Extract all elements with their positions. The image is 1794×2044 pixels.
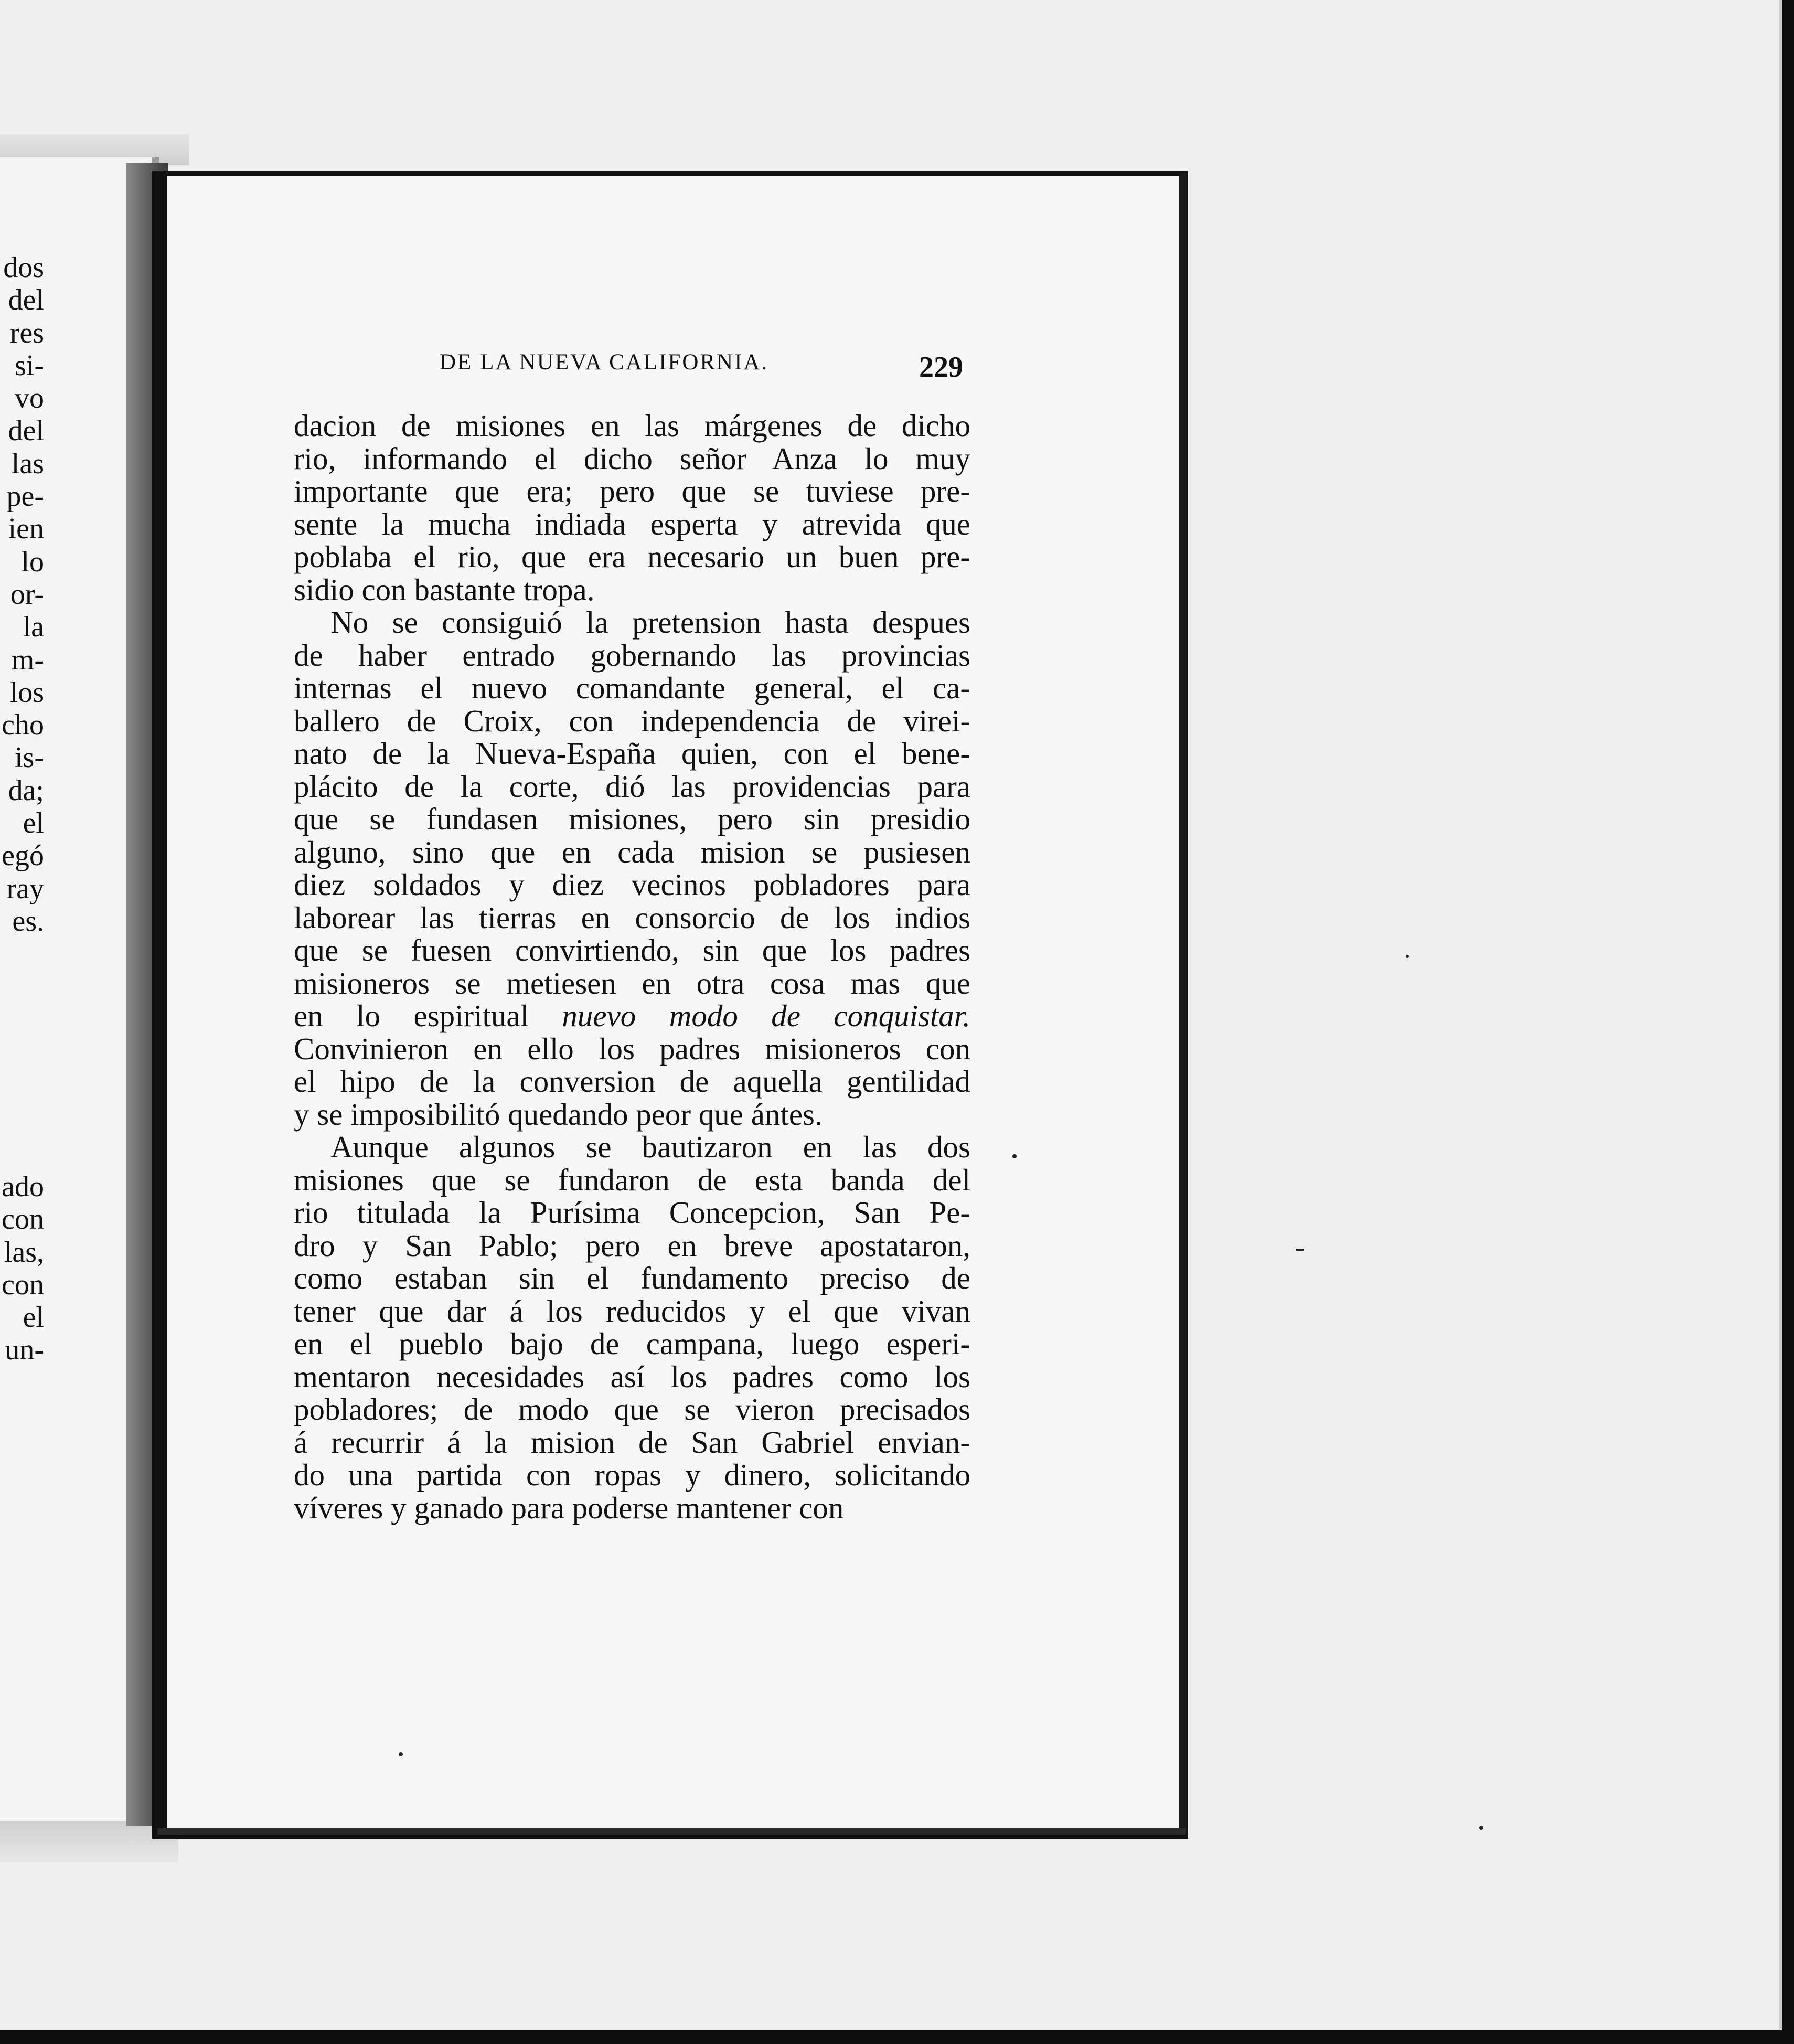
scan-border-right (1782, 0, 1794, 2044)
text-line: el hipo de la conversion de aquella gentilidad (294, 1064, 970, 1099)
text-line: tener que dar á los reducidos y el que vivan (294, 1293, 970, 1328)
left-page-fragment-line: con (2, 1268, 44, 1301)
text-line-prefix: en lo espiritual (294, 998, 562, 1033)
text-line: rio, informando el dicho señor Anza lo muy (294, 441, 970, 476)
dust-speck (1406, 955, 1409, 958)
text-line-italic (294, 999, 970, 1032)
left-page-fragment-line: el (23, 807, 44, 840)
page-edge-bottom (157, 1828, 1186, 1835)
left-page-fragment-line: con (2, 1203, 44, 1236)
left-page-fragment-line: es. (12, 904, 44, 938)
text-line: y se imposibilitó quedando peor que ántes. (294, 1096, 823, 1132)
left-page-fragment-line: del (8, 414, 44, 448)
text-line: que se fuesen convirtiendo, sin que los padres (294, 933, 970, 967)
running-head: DE LA NUEVA CALIFORNIA. (440, 350, 769, 375)
paragraph (294, 1131, 970, 1524)
left-page-fragment-line: egó (2, 839, 44, 872)
text-line: rio titulada la Purísima Concepcion, San Pe- (294, 1195, 970, 1230)
left-page-fragment-line: m- (11, 643, 44, 676)
text-line: mentaron necesidades así los padres como los (294, 1359, 970, 1394)
text-line: en el pueblo bajo de campana, luego esperi- (294, 1326, 970, 1361)
left-page-fragment-line: el (23, 1301, 44, 1334)
text-line: do una partida con ropas y dinero, solicitando (294, 1457, 970, 1492)
text-line: internas el nuevo comandante general, el ca- (294, 670, 970, 705)
paragraph (294, 606, 970, 1131)
text-line: No se consiguió la pretension hasta despues (330, 605, 970, 640)
text-line: misioneros se metiesen en otra cosa mas que (294, 965, 970, 1000)
left-page-fragment-line: las, (4, 1236, 44, 1269)
text-line: pobladores; de modo que se vieron precisados (294, 1392, 970, 1426)
text-line: poblaba el rio, que era necesario un buen pre- (294, 539, 970, 574)
left-page-fragment-line: lo (21, 545, 44, 578)
text-line: á recurrir á la mision de San Gabriel envian- (294, 1424, 970, 1460)
left-page-fragment-line: ado (2, 1170, 44, 1203)
dust-speck (1012, 1154, 1017, 1158)
left-page-fragment-line: del (8, 284, 44, 317)
text-line: víveres y ganado para poderse mantener con (294, 1490, 844, 1525)
left-page-fragment-line: or- (10, 578, 44, 611)
text-line: Aunque algunos se bautizaron en las dos (330, 1130, 970, 1164)
dust-speck (1479, 1826, 1483, 1830)
left-page-fragment-line: is- (15, 741, 44, 774)
left-page-fragment-line: cho (2, 709, 44, 742)
left-page-fragment-line: los (9, 676, 44, 709)
page-edge-right (1179, 173, 1187, 1831)
text-line: como estaban sin el fundamento preciso de (294, 1261, 970, 1295)
text-line: que se fundasen misiones, pero sin presidio (294, 802, 970, 836)
text-line: plácito de la corte, dió las providencias para (294, 769, 970, 804)
left-page-fragment-line: ien (8, 513, 44, 546)
body-text (294, 409, 970, 1524)
text-line: alguno, sino que en cada mision se pusiesen (294, 834, 970, 869)
text-line: ballero de Croix, con independencia de virei- (294, 703, 970, 738)
scan-border-bottom (0, 2030, 1794, 2044)
text-line: dro y San Pablo; pero en breve apostataron, (294, 1228, 970, 1263)
left-page-fragment-line: si- (15, 349, 44, 382)
dust-speck (399, 1752, 403, 1756)
left-page-fragment-line: res (9, 316, 44, 349)
text-line: Convinieron en ello los padres misioneros con (294, 1031, 970, 1066)
text-line: laborear las tierras en consorcio de los indios (294, 900, 970, 935)
left-page-fragment-line: dos (3, 251, 44, 284)
left-page-fragment-line: las (11, 447, 44, 480)
left-page-fragment-line: vo (15, 382, 44, 415)
left-page-fragment-line: pe- (6, 480, 44, 513)
left-page-shadow-bottom (0, 1821, 178, 1862)
dust-speck (1296, 1249, 1304, 1251)
left-page-fragment-line: la (23, 611, 44, 644)
left-page-fragment-line: da; (8, 774, 44, 807)
text-line: sidio con bastante tropa. (294, 572, 595, 607)
page-number: 229 (919, 351, 963, 384)
italic-phrase: nuevo modo de conquistar. (562, 998, 970, 1033)
text-line: diez soldados y diez vecinos pobladores para (294, 867, 970, 902)
text-line: sente la mucha indiada esperta y atrevida que (294, 506, 970, 541)
left-page-fragment-line: ray (6, 872, 44, 905)
text-line: de haber entrado gobernando las provincias (294, 637, 970, 673)
text-line: importante que era; pero que se tuviese pre- (294, 474, 970, 508)
text-line: nato de la Nueva-España quien, con el bene- (294, 736, 970, 771)
text-line: misiones que se fundaron de esta banda del (294, 1162, 970, 1197)
left-page-fragment-line: un- (5, 1334, 44, 1367)
text-line: dacion de misiones en las márgenes de dicho (294, 408, 970, 443)
paragraph (294, 409, 970, 606)
